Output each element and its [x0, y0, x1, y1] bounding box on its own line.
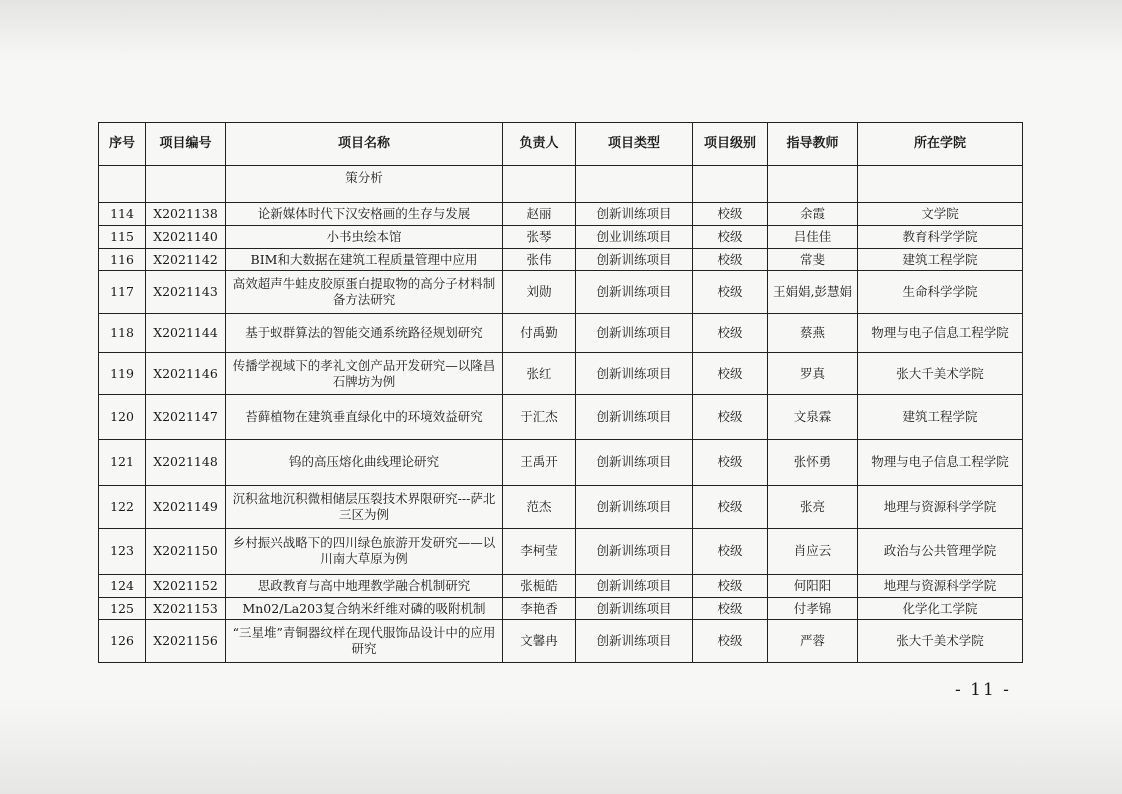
cell-code: X2021150	[146, 529, 226, 575]
cell-advisor: 文泉霖	[768, 395, 858, 440]
table-row	[99, 574, 1023, 597]
table-row	[99, 597, 1023, 620]
cell-advisor: 何阳阳	[768, 574, 858, 597]
scan-shadow-top	[0, 0, 1122, 60]
table-row	[99, 529, 1023, 575]
cell-level: 校级	[693, 225, 768, 248]
header-advisor: 指导教师	[768, 123, 858, 166]
cell-level: 校级	[693, 271, 768, 313]
cell-name: 小书虫绘本馆	[226, 225, 503, 248]
cell-name: 高效超声牛蛙皮胶原蛋白提取物的高分子材料制备方法研究	[226, 271, 503, 313]
cell-type: 创新训练项目	[576, 439, 693, 485]
header-level: 项目级别	[693, 123, 768, 166]
cell-type: 创新训练项目	[576, 271, 693, 313]
header-leader: 负责人	[503, 123, 576, 166]
cell-college: 政治与公共管理学院	[858, 529, 1023, 575]
table-row	[99, 353, 1023, 395]
cell-level: 校级	[693, 439, 768, 485]
cell-index: 119	[99, 353, 146, 395]
cell-code: X2021156	[146, 620, 226, 663]
cell-advisor: 罗真	[768, 353, 858, 395]
table-row	[99, 620, 1023, 663]
cell-level	[693, 166, 768, 203]
table-row	[99, 439, 1023, 485]
cell-index: 120	[99, 395, 146, 440]
table-row	[99, 271, 1023, 313]
cell-index: 122	[99, 485, 146, 529]
cell-advisor: 付孝锦	[768, 597, 858, 620]
cell-name: 论新媒体时代下汉安格画的生存与发展	[226, 202, 503, 225]
cell-college: 张大千美术学院	[858, 620, 1023, 663]
cell-index	[99, 166, 146, 203]
cell-name: 苔藓植物在建筑垂直绿化中的环境效益研究	[226, 395, 503, 440]
cell-advisor: 常斐	[768, 248, 858, 271]
cell-level: 校级	[693, 597, 768, 620]
cell-index: 124	[99, 574, 146, 597]
cell-code: X2021149	[146, 485, 226, 529]
header-index: 序号	[99, 123, 146, 166]
cell-type: 创新训练项目	[576, 395, 693, 440]
cell-index: 115	[99, 225, 146, 248]
cell-code: X2021140	[146, 225, 226, 248]
cell-index: 118	[99, 313, 146, 352]
cell-index: 116	[99, 248, 146, 271]
table-row	[99, 395, 1023, 440]
cell-college: 物理与电子信息工程学院	[858, 439, 1023, 485]
cell-leader: 文馨冉	[503, 620, 576, 663]
cell-advisor: 张亮	[768, 485, 858, 529]
cell-advisor: 肖应云	[768, 529, 858, 575]
cell-college: 物理与电子信息工程学院	[858, 313, 1023, 352]
cell-type: 创新训练项目	[576, 313, 693, 352]
cell-leader: 付禹勤	[503, 313, 576, 352]
cell-college: 教育科学学院	[858, 225, 1023, 248]
cell-college: 地理与资源科学学院	[858, 574, 1023, 597]
cell-index: 123	[99, 529, 146, 575]
cell-advisor	[768, 166, 858, 203]
cell-type: 创新训练项目	[576, 202, 693, 225]
table-row	[99, 202, 1023, 225]
cell-leader: 张红	[503, 353, 576, 395]
cell-name: 沉积盆地沉积微相储层压裂技术界限研究---萨北三区为例	[226, 485, 503, 529]
cell-level: 校级	[693, 395, 768, 440]
header-name: 项目名称	[226, 123, 503, 166]
cell-code: X2021148	[146, 439, 226, 485]
cell-name: “三星堆”青铜器纹样在现代服饰品设计中的应用研究	[226, 620, 503, 663]
cell-type: 创新训练项目	[576, 597, 693, 620]
cell-advisor: 张怀勇	[768, 439, 858, 485]
cell-level: 校级	[693, 313, 768, 352]
cell-level: 校级	[693, 248, 768, 271]
cell-type: 创新训练项目	[576, 620, 693, 663]
cell-college: 生命科学学院	[858, 271, 1023, 313]
cell-code: X2021138	[146, 202, 226, 225]
cell-leader: 范杰	[503, 485, 576, 529]
table-header-row	[99, 123, 1023, 166]
cell-advisor: 严蓉	[768, 620, 858, 663]
cell-leader: 李艳香	[503, 597, 576, 620]
cell-type: 创新训练项目	[576, 574, 693, 597]
cell-leader: 李柯莹	[503, 529, 576, 575]
cell-name: Mn02/La203复合纳米纤维对磷的吸附机制	[226, 597, 503, 620]
cell-college: 张大千美术学院	[858, 353, 1023, 395]
cell-name: BIM和大数据在建筑工程质量管理中应用	[226, 248, 503, 271]
header-college: 所在学院	[858, 123, 1023, 166]
cell-type: 创新训练项目	[576, 353, 693, 395]
cell-type: 创新训练项目	[576, 485, 693, 529]
cell-college: 文学院	[858, 202, 1023, 225]
cell-type: 创业训练项目	[576, 225, 693, 248]
cell-code: X2021152	[146, 574, 226, 597]
cell-advisor: 蔡燕	[768, 313, 858, 352]
header-code: 项目编号	[146, 123, 226, 166]
cell-code: X2021146	[146, 353, 226, 395]
cell-college: 建筑工程学院	[858, 248, 1023, 271]
cell-code: X2021142	[146, 248, 226, 271]
table-row	[99, 225, 1023, 248]
cell-leader: 刘勋	[503, 271, 576, 313]
cell-leader: 张伟	[503, 248, 576, 271]
table-row-continued	[99, 166, 1023, 203]
cell-index: 125	[99, 597, 146, 620]
cell-level: 校级	[693, 529, 768, 575]
project-table	[98, 122, 1023, 663]
cell-leader: 于汇杰	[503, 395, 576, 440]
cell-college: 建筑工程学院	[858, 395, 1023, 440]
scan-shadow-bottom	[0, 700, 1122, 794]
cell-level: 校级	[693, 485, 768, 529]
table-row	[99, 248, 1023, 271]
cell-name: 钨的高压熔化曲线理论研究	[226, 439, 503, 485]
cell-college: 地理与资源科学学院	[858, 485, 1023, 529]
cell-leader: 王禹开	[503, 439, 576, 485]
table-row	[99, 485, 1023, 529]
cell-leader: 赵丽	[503, 202, 576, 225]
cell-type	[576, 166, 693, 203]
table-row	[99, 313, 1023, 352]
cell-name: 策分析	[226, 166, 503, 203]
header-type: 项目类型	[576, 123, 693, 166]
cell-leader: 张琴	[503, 225, 576, 248]
cell-leader	[503, 166, 576, 203]
page-number: - 11 -	[955, 680, 1011, 700]
cell-type: 创新训练项目	[576, 248, 693, 271]
cell-type: 创新训练项目	[576, 529, 693, 575]
cell-level: 校级	[693, 620, 768, 663]
cell-name: 思政教育与高中地理教学融合机制研究	[226, 574, 503, 597]
table-body	[99, 166, 1023, 663]
cell-code: X2021147	[146, 395, 226, 440]
cell-code: X2021144	[146, 313, 226, 352]
cell-name: 乡村振兴战略下的四川绿色旅游开发研究——以川南大草原为例	[226, 529, 503, 575]
cell-index: 117	[99, 271, 146, 313]
cell-index: 126	[99, 620, 146, 663]
cell-code: X2021143	[146, 271, 226, 313]
cell-advisor: 王娟娟,彭慧娟	[768, 271, 858, 313]
cell-level: 校级	[693, 202, 768, 225]
cell-name: 基于蚁群算法的智能交通系统路径规划研究	[226, 313, 503, 352]
cell-code	[146, 166, 226, 203]
cell-college: 化学化工学院	[858, 597, 1023, 620]
cell-code: X2021153	[146, 597, 226, 620]
cell-advisor: 吕佳佳	[768, 225, 858, 248]
cell-leader: 张栀皓	[503, 574, 576, 597]
cell-level: 校级	[693, 353, 768, 395]
cell-level: 校级	[693, 574, 768, 597]
cell-name: 传播学视域下的孝礼文创产品开发研究—以隆昌石牌坊为例	[226, 353, 503, 395]
cell-index: 114	[99, 202, 146, 225]
cell-college	[858, 166, 1023, 203]
cell-advisor: 余霞	[768, 202, 858, 225]
cell-index: 121	[99, 439, 146, 485]
